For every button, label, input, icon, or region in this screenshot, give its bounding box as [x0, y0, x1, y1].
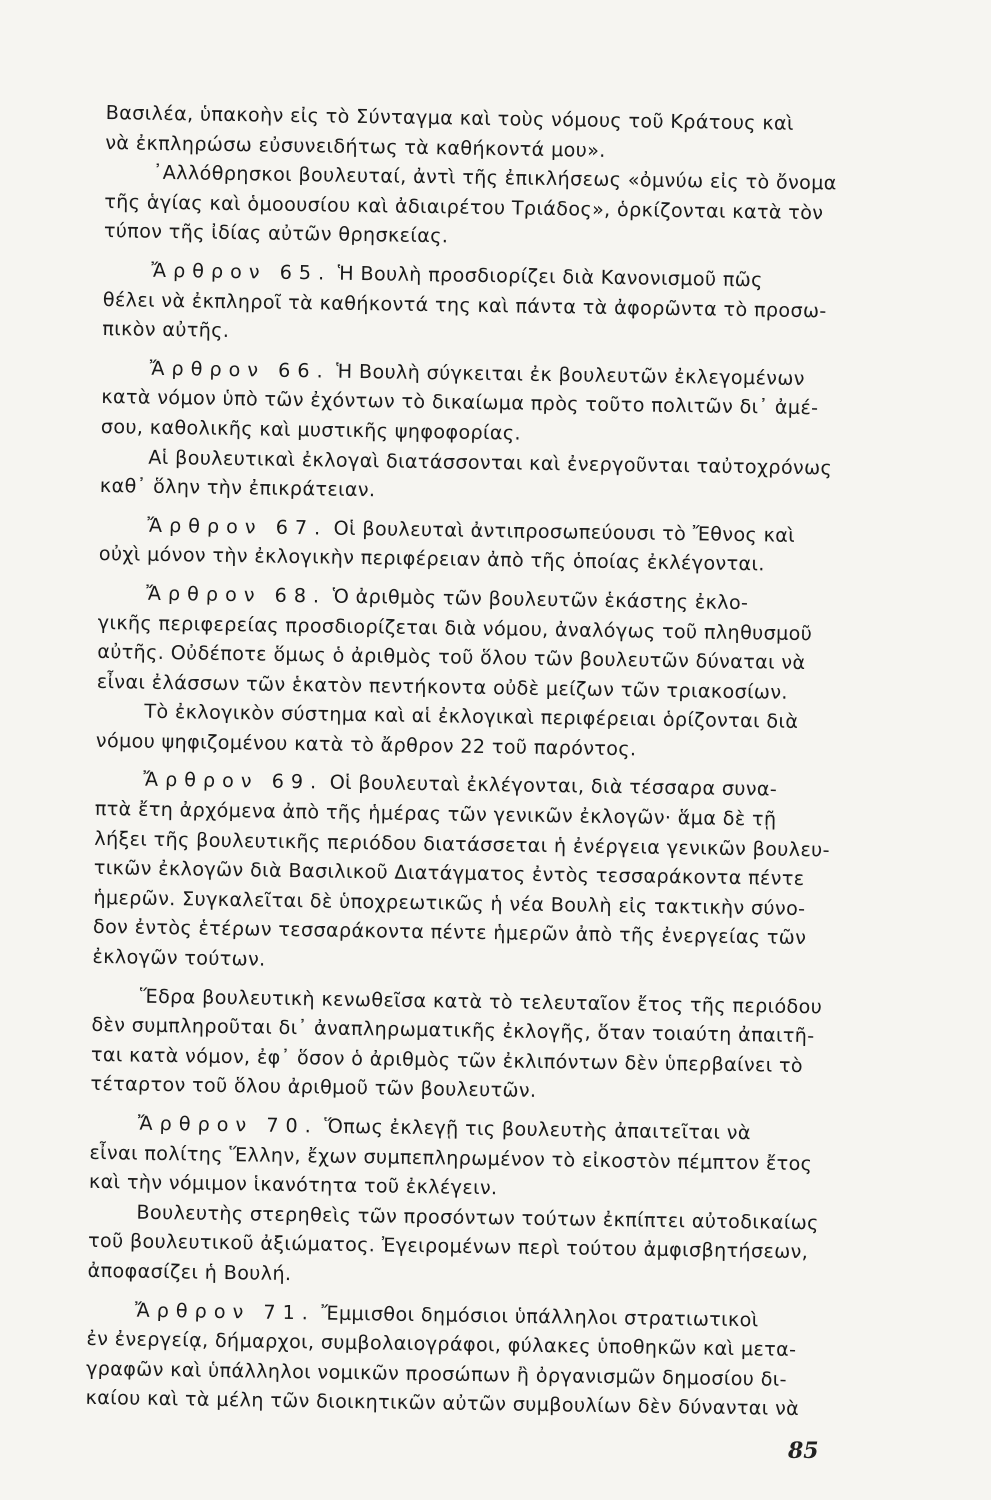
article-heading: Ἄρθρον 71.	[134, 1298, 316, 1324]
article-65: Ἄρθρον 65. Ἡ Βουλὴ προσδιορίζει διὰ Κανονισμοῦ πῶς θέλει νὰ ἐκπληροῖ τὰ καθήκοντά της καὶ πάντα τὰ ἀφορῶντα τὸ προσω- πικὸν αὐτῆς.	[102, 258, 827, 343]
paragraph: Βουλευτὴς στερηθεὶς τῶν προσόντων τούτων ἐκπίπτει αὐτοδικαίως τοῦ βουλευτικοῦ ἀξιώματος. Ἐγειρομένων περὶ τούτου ἀμφισβητήσεων, ἀποφασίζει ἡ Βουλή.	[87, 1200, 819, 1286]
article-heading: Ἄρθρον 66.	[149, 356, 330, 383]
article-70: Ἄρθρον 70. Ὅπως ἐκλεγῇ τις βουλευτὴς ἀπαιτεῖται νὰ εἶναι πολίτης Ἕλλην, ἔχων συμπεπληρωμένον τὸ εἰκοστὸν πέμπτον ἔτος καὶ τὴν νόμιμον ἱκανότητα τοῦ ἐκλέγειν.	[88, 1111, 813, 1200]
article-heading: Ἄρθρον 67.	[147, 513, 328, 540]
paragraph: Βασιλέα, ὑπακοὴν εἰς τὸ Σύνταγμα καὶ τοὺς νόμους τοῦ Κράτους καὶ νὰ ἐκπληρώσω εὐσυνειδήτως τὰ καθήκοντά μου».	[105, 100, 794, 162]
page-number: 85	[788, 1438, 819, 1464]
article-69: Ἄρθρον 69. Οἱ βουλευταὶ ἐκλέγονται, διὰ τέσσαρα συνα- πτὰ ἔτη ἀρχόμενα ἀπὸ τῆς ἡμέρας τῶν γενικῶν ἐκλογῶν· ἅμα δὲ τῇ λήξει τῆς βουλευτικῆς περιόδου διατάσσεται ἡ ἐνέργεια γενικῶν βουλευ- τικῶν ἐκλογῶν διὰ Βασιλικοῦ Διατάγματος ἐντὸς τεσσαράκοντα πέντε ἡμερῶν. Συγκαλεῖται δὲ ὑποχρεωτικῶς ἡ νέα Βουλὴ εἰς τακτικὴν σύνο- δον ἐντὸς ἑτέρων τεσσαράκοντα πέντε ἡμερῶν ἀπὸ τῆς ἐνεργείας τῶν ἐκλογῶν τούτων.	[92, 768, 831, 971]
paragraph: Τὸ ἐκλογικὸν σύστημα καὶ αἱ ἐκλογικαὶ περιφέρειαι ὁρίζονται διὰ νόμου ψηφιζομένου κατὰ τὸ ἄρθρον 22 τοῦ παρόντος.	[95, 699, 799, 761]
article-heading: Ἄρθρον 68.	[146, 581, 327, 608]
paragraph: ᾿Αλλόθρησκοι βουλευταί, ἀντὶ τῆς ἐπικλήσεως «ὀμνύω εἰς τὸ ὄνομα τῆς ἁγίας καὶ ὁμοουσίου καὶ ἀδιαιρέτου Τριάδος», ὁρκίζονται κατὰ τὸν τύπον τῆς ἰδίας αὐτῶν θρησκείας.	[103, 160, 837, 248]
paragraph: Ἕδρα βουλευτικὴ κενωθεῖσα κατὰ τὸ τελευταῖον ἔτος τῆς περιόδου δὲν συμπληροῦται δι᾿ ἀναπληρωματικῆς ἐκλογῆς, ὅταν τοιαύτη ἀπαιτῆ- ται κατὰ νόμον, ἐφ᾿ ὅσον ὁ ἀριθμὸς τῶν ἐκλιπόντων δὲν ὑπερβαίνει τὸ τέταρτον τοῦ ὅλου ἀριθμοῦ τῶν βουλευτῶν.	[90, 984, 823, 1103]
article-heading: Ἄρθρον 70.	[137, 1111, 318, 1138]
article-heading: Ἄρθρον 69.	[143, 768, 324, 794]
paragraph: Αἱ βουλευτικαὶ ἐκλογαὶ διατάσσονται καὶ ἐνεργοῦνται ταὐτοχρόνως καθ᾿ ὅλην τὴν ἐπικράτειαν.	[99, 445, 833, 502]
page-body	[85, 98, 842, 1424]
article-71: Ἄρθρον 71. Ἔμμισθοι δημόσιοι ὑπάλληλοι στρατιωτικοὶ ἐν ἐνεργείᾳ, δήμαρχοι, συμβολαιογράφοι, φύλακες ὑποθηκῶν καὶ μετα- γραφῶν καὶ ὑπάλληλοι νομικῶν προσώπων ἢ ὀργανισμῶν δημοσίου δι- καίου καὶ τὰ μέλη τῶν διοικητικῶν αὐτῶν συμβουλίων δὲν δύνανται νὰ	[85, 1298, 800, 1421]
article-heading: Ἄρθρον 65.	[151, 258, 332, 285]
article-68: Ἄρθρον 68. Ὁ ἀριθμὸς τῶν βουλευτῶν ἑκάστης ἐκλο- γικῆς περιφερείας προσδιορίζεται διὰ νόμου, ἀναλόγως τοῦ πληθυσμοῦ αὐτῆς. Οὐδέποτε ὅμως ὁ ἀριθμὸς τοῦ ὅλου τῶν βουλευτῶν δύναται νὰ εἶναι ἐλάσσων τῶν ἑκατὸν πεντήκοντα οὐδὲ μείζων τῶν τριακοσίων.	[96, 581, 813, 704]
article-67: Ἄρθρον 67. Οἱ βουλευταὶ ἀντιπροσωπεύουσι τὸ Ἔθνος καὶ οὐχὶ μόνον τὴν ἐκλογικὴν περιφέρειαν ἀπὸ τῆς ὁποίας ἐκλέγονται.	[98, 513, 796, 576]
article-66: Ἄρθρον 66. Ἡ Βουλὴ σύγκειται ἐκ βουλευτῶν ἐκλεγομένων κατὰ νόμον ὑπὸ τῶν ἐχόντων τὸ δικαίωμα πρὸς τοῦτο πολιτῶν δι᾿ ἀμέ- σου, καθολικῆς καὶ μυστικῆς ψηφοφορίας.	[100, 356, 819, 445]
